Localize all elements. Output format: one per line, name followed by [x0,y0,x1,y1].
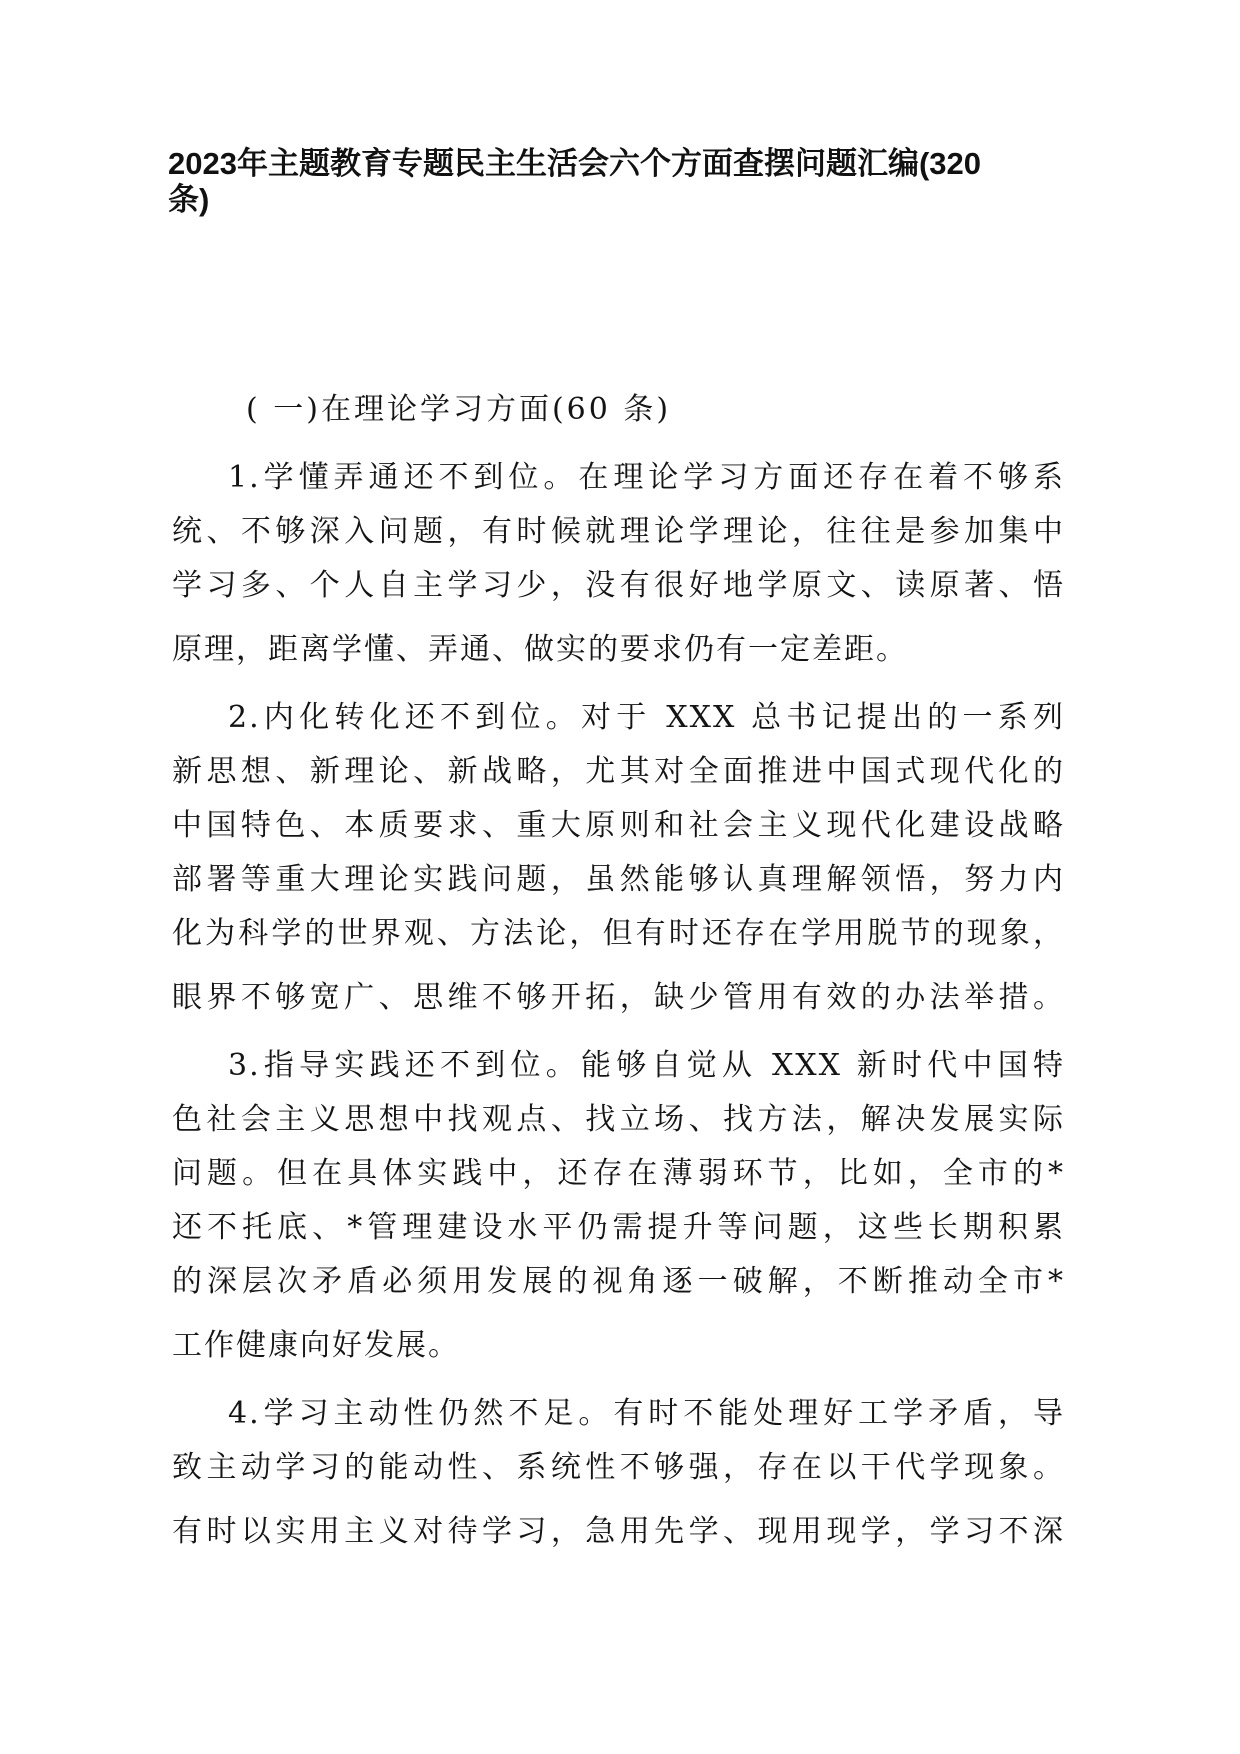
document-title: 2023年主题教育专题民主生活会六个方面查摆问题汇编(320条) [168,146,982,217]
paragraph-line: 统、不够深入问题，有时候就理论学理论，往往是参加集中 [172,514,1065,549]
paragraph-line: 1.学懂弄通还不到位。在理论学习方面还存在着不够系 [228,460,1065,495]
paragraph-line: 色社会主义思想中找观点、找立场、找方法，解决发展实际 [172,1102,1065,1137]
paragraph-line: 2.内化转化还不到位。对于 XXX 总书记提出的一系列 [228,700,1065,735]
paragraph-line: 新思想、新理论、新战略，尤其对全面推进中国式现代化的 [172,754,1065,789]
paragraph-3 [172,1039,1065,1373]
paragraph-line: 部署等重大理论实践问题，虽然能够认真理解领悟，努力内 [172,862,1065,897]
paragraph-line: 眼界不够宽广、思维不够开拓，缺少管用有效的办法举措。 [172,980,1065,1015]
paragraph-2 [172,691,1065,1025]
paragraph-4 [172,1387,1065,1559]
paragraph-1 [172,451,1065,677]
paragraph-line: 的深层次矛盾必须用发展的视角逐一破解，不断推动全市* [172,1264,1065,1299]
paragraph-line: 学习多、个人自主学习少，没有很好地学原文、读原著、悟 [172,568,1065,603]
paragraph-line: 还不托底、*管理建设水平仍需提升等问题，这些长期积累 [172,1210,1065,1245]
section-heading: ( 一)在理论学习方面(60 条) [246,392,672,427]
paragraph-line: 3.指导实践还不到位。能够自觉从 XXX 新时代中国特 [228,1048,1065,1083]
paragraph-line: 化为科学的世界观、方法论，但有时还存在学用脱节的现象， [172,916,1065,951]
paragraph-line: 有时以实用主义对待学习，急用先学、现用现学，学习不深 [172,1514,1065,1549]
paragraph-line: 问题。但在具体实践中，还存在薄弱环节，比如，全市的* [172,1156,1065,1191]
paragraph-line: 4.学习主动性仍然不足。有时不能处理好工学矛盾，导 [228,1396,1065,1431]
paragraph-line: 原理，距离学懂、弄通、做实的要求仍有一定差距。 [172,632,908,667]
paragraph-line: 致主动学习的能动性、系统性不够强，存在以干代学现象。 [172,1450,1065,1485]
paragraph-line: 工作健康向好发展。 [172,1328,460,1363]
paragraph-line: 中国特色、本质要求、重大原则和社会主义现代化建设战略 [172,808,1065,843]
document-body [172,383,1065,1559]
